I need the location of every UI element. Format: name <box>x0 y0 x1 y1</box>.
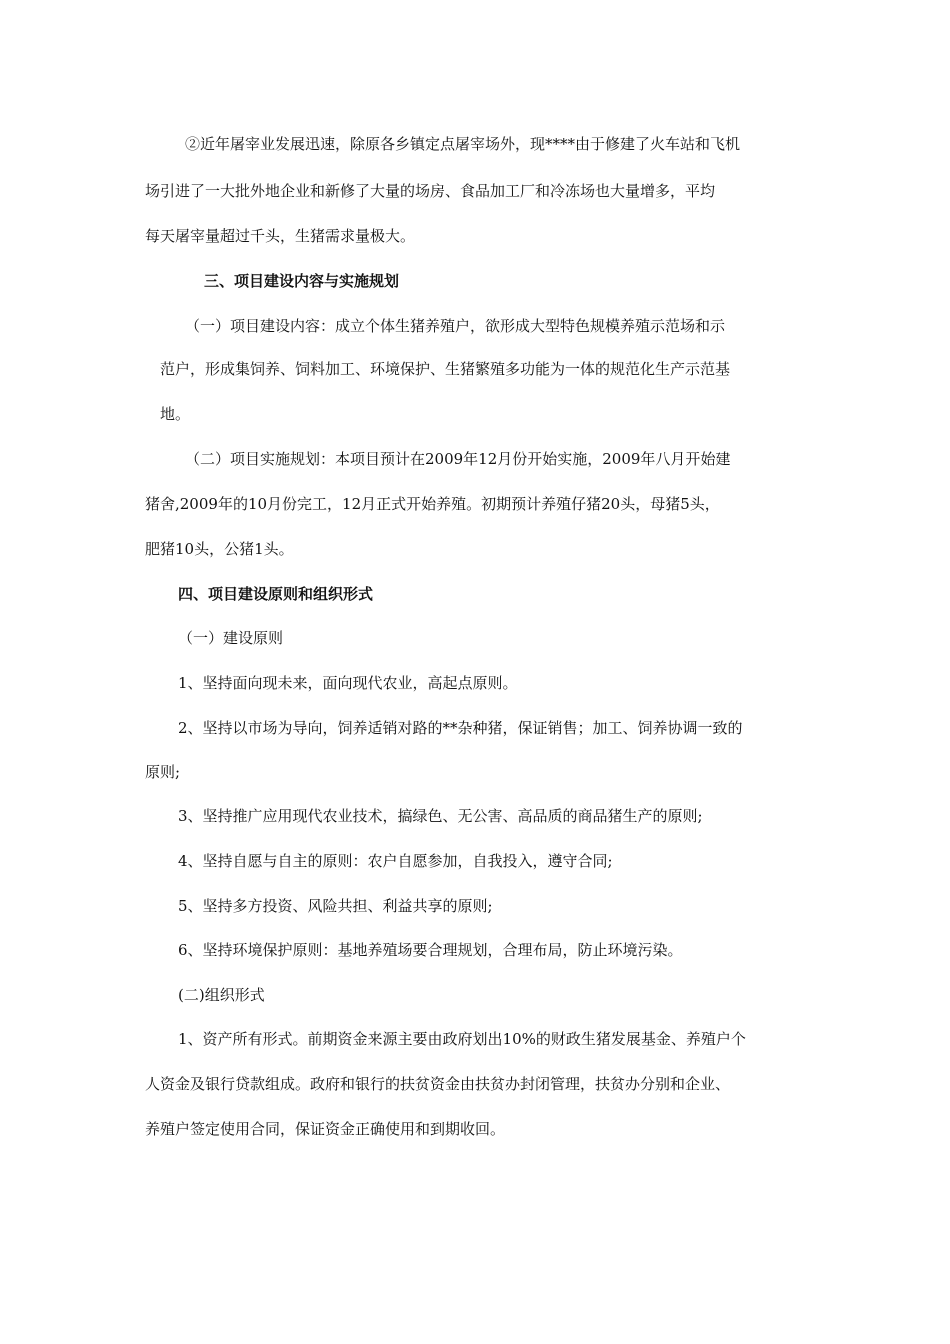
organization-line-2: 人资金及银行贷款组成。政府和银行的扶贫资金由扶贫办封闭管理，扶贫办分别和企业、 <box>145 1075 731 1093</box>
principle-4: 4、坚持自愿与自主的原则：农户自愿参加，自我投入，遵守合同; <box>178 852 613 870</box>
principle-6: 6、坚持环境保护原则：基地养殖场要合理规划，合理布局，防止环境污染。 <box>178 941 683 959</box>
para-plan-line-3: 肥猪10头，公猪1头。 <box>145 540 294 558</box>
para-content-line-2: 范户，形成集饲养、饲料加工、环境保护、生猪繁殖多功能为一体的规范化生产示范基 <box>160 360 731 378</box>
para-plan-line-2: 猪舍,2009年的10月份完工，12月正式开始养殖。初期预计养殖仔猪20头，母猪5头， <box>145 495 720 513</box>
principle-2-line-1: 2、坚持以市场为导向，饲养适销对路的**杂种猪，保证销售；加工、饲养协调一致的 <box>178 719 743 737</box>
principle-3: 3、坚持推广应用现代农业技术，搞绿色、无公害、高品质的商品猪生产的原则; <box>178 807 703 825</box>
principle-2-line-2: 原则; <box>145 763 181 781</box>
section-heading-3: 三、项目建设内容与实施规划 <box>204 272 400 290</box>
para-slaughter-line-1: ②近年屠宰业发展迅速，除原各乡镇定点屠宰场外，现****由于修建了火车站和飞机 <box>185 135 741 153</box>
para-content-line-1: （一）项目建设内容：成立个体生猪养殖户，欲形成大型特色规模养殖示范场和示 <box>185 317 726 335</box>
section-heading-4: 四、项目建设原则和组织形式 <box>178 585 374 603</box>
subheading-principles: （一）建设原则 <box>178 629 284 647</box>
para-content-line-3: 地。 <box>160 405 191 423</box>
organization-line-1: 1、资产所有形式。前期资金来源主要由政府划出10%的财政生猪发展基金、养殖户个 <box>178 1030 746 1048</box>
subheading-organization: (二)组织形式 <box>178 986 265 1004</box>
principle-5: 5、坚持多方投资、风险共担、利益共享的原则; <box>178 897 493 915</box>
organization-line-3: 养殖户签定使用合同，保证资金正确使用和到期收回。 <box>145 1120 506 1138</box>
para-slaughter-line-3: 每天屠宰量超过千头，生猪需求量极大。 <box>145 227 416 245</box>
principle-1: 1、坚持面向现未来，面向现代农业，高起点原则。 <box>178 674 518 692</box>
para-plan-line-1: （二）项目实施规划：本项目预计在2009年12月份开始实施，2009年八月开始建 <box>185 450 731 468</box>
para-slaughter-line-2: 场引进了一大批外地企业和新修了大量的场房、食品加工厂和冷冻场也大量增多，平均 <box>145 182 716 200</box>
